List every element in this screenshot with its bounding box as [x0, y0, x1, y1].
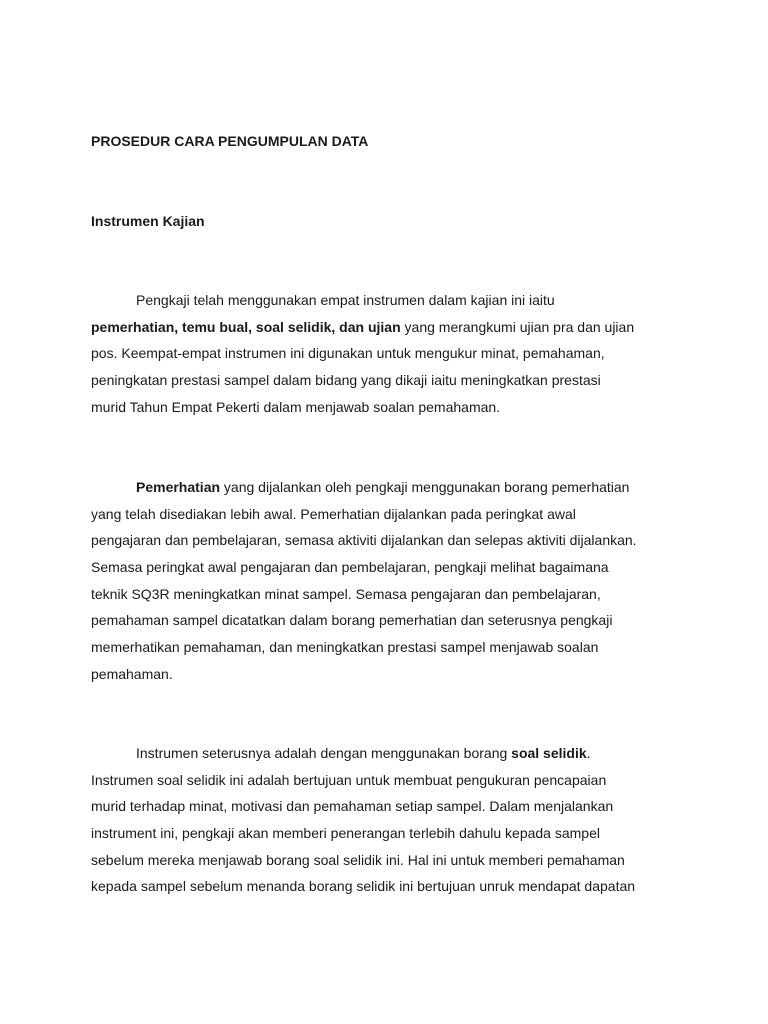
bold-term-questionnaire: soal selidik: [511, 745, 587, 761]
bold-term-observation: Pemerhatian: [136, 479, 221, 495]
paragraph-line: murid Tahun Empat Pekerti dalam menjawab soalan pemahaman.: [91, 398, 501, 415]
paragraph-line: [91, 314, 691, 341]
bold-instrument-list: pemerhatian, temu bual, soal selidik, dan ujian: [91, 318, 401, 335]
paragraph-line: pemahaman.: [91, 665, 173, 682]
paragraph-line: Semasa peringkat awal pengajaran dan pembelajaran, pengkaji melihat bagaimana: [91, 559, 609, 576]
paragraph-observation: [91, 474, 691, 688]
paragraph-line: pemahaman sampel dicatatkan dalam borang pemerhatian dan seterusnya pengkaji: [91, 612, 613, 629]
paragraph-line: pos. Keempat-empat instrumen ini digunakan untuk mengukur minat, pemahaman,: [91, 345, 605, 362]
paragraph-line: teknik SQ3R meningkatkan minat sampel. Semasa pengajaran dan pembelajaran,: [91, 585, 601, 602]
paragraph-line: [91, 740, 691, 767]
paragraph-text: yang merangkumi ujian pra dan ujian: [400, 318, 635, 335]
paragraph-line: yang telah disediakan lebih awal. Pemerhatian dijalankan pada peringkat awal: [91, 505, 576, 522]
paragraph-line: peningkatan prestasi sampel dalam bidang yang dikaji iaitu meningkatkan prestasi: [91, 372, 601, 389]
paragraph-line: memerhatikan pemahaman, dan meningkatkan prestasi sampel menjawab soalan: [91, 639, 599, 656]
paragraph-line: sebelum mereka menjawab borang soal selidik ini. Hal ini untuk memberi pemahaman: [91, 851, 625, 868]
document-title: PROSEDUR CARA PENGUMPULAN DATA: [91, 133, 369, 149]
paragraph-text: yang dijalankan oleh pengkaji menggunakan borang pemerhatian: [220, 479, 630, 495]
paragraph-text: Instrumen seterusnya adalah dengan menggunakan borang: [136, 745, 512, 761]
paragraph-instruments: [91, 287, 691, 420]
paragraph-line: [91, 474, 691, 501]
paragraph-line: Pengkaji telah menggunakan empat instrumen dalam kajian ini iaitu: [136, 292, 555, 308]
paragraph-line: kepada sampel sebelum menanda borang selidik ini bertujuan unruk mendapat dapatan: [91, 878, 636, 895]
paragraph-questionnaire: [91, 740, 691, 900]
paragraph-line: murid terhadap minat, motivasi dan pemahaman setiap sampel. Dalam menjalankan: [91, 798, 614, 815]
paragraph-text: .: [586, 745, 591, 761]
paragraph-line: Instrumen soal selidik ini adalah bertujuan untuk membuat pengukuran pencapaian: [91, 771, 607, 788]
paragraph-line: instrument ini, pengkaji akan memberi penerangan terlebih dahulu kepada sampel: [91, 825, 600, 842]
section-heading: Instrumen Kajian: [91, 213, 205, 229]
paragraph-line: pengajaran dan pembelajaran, semasa aktiviti dijalankan dan selepas aktiviti dijalankan.: [91, 532, 637, 549]
